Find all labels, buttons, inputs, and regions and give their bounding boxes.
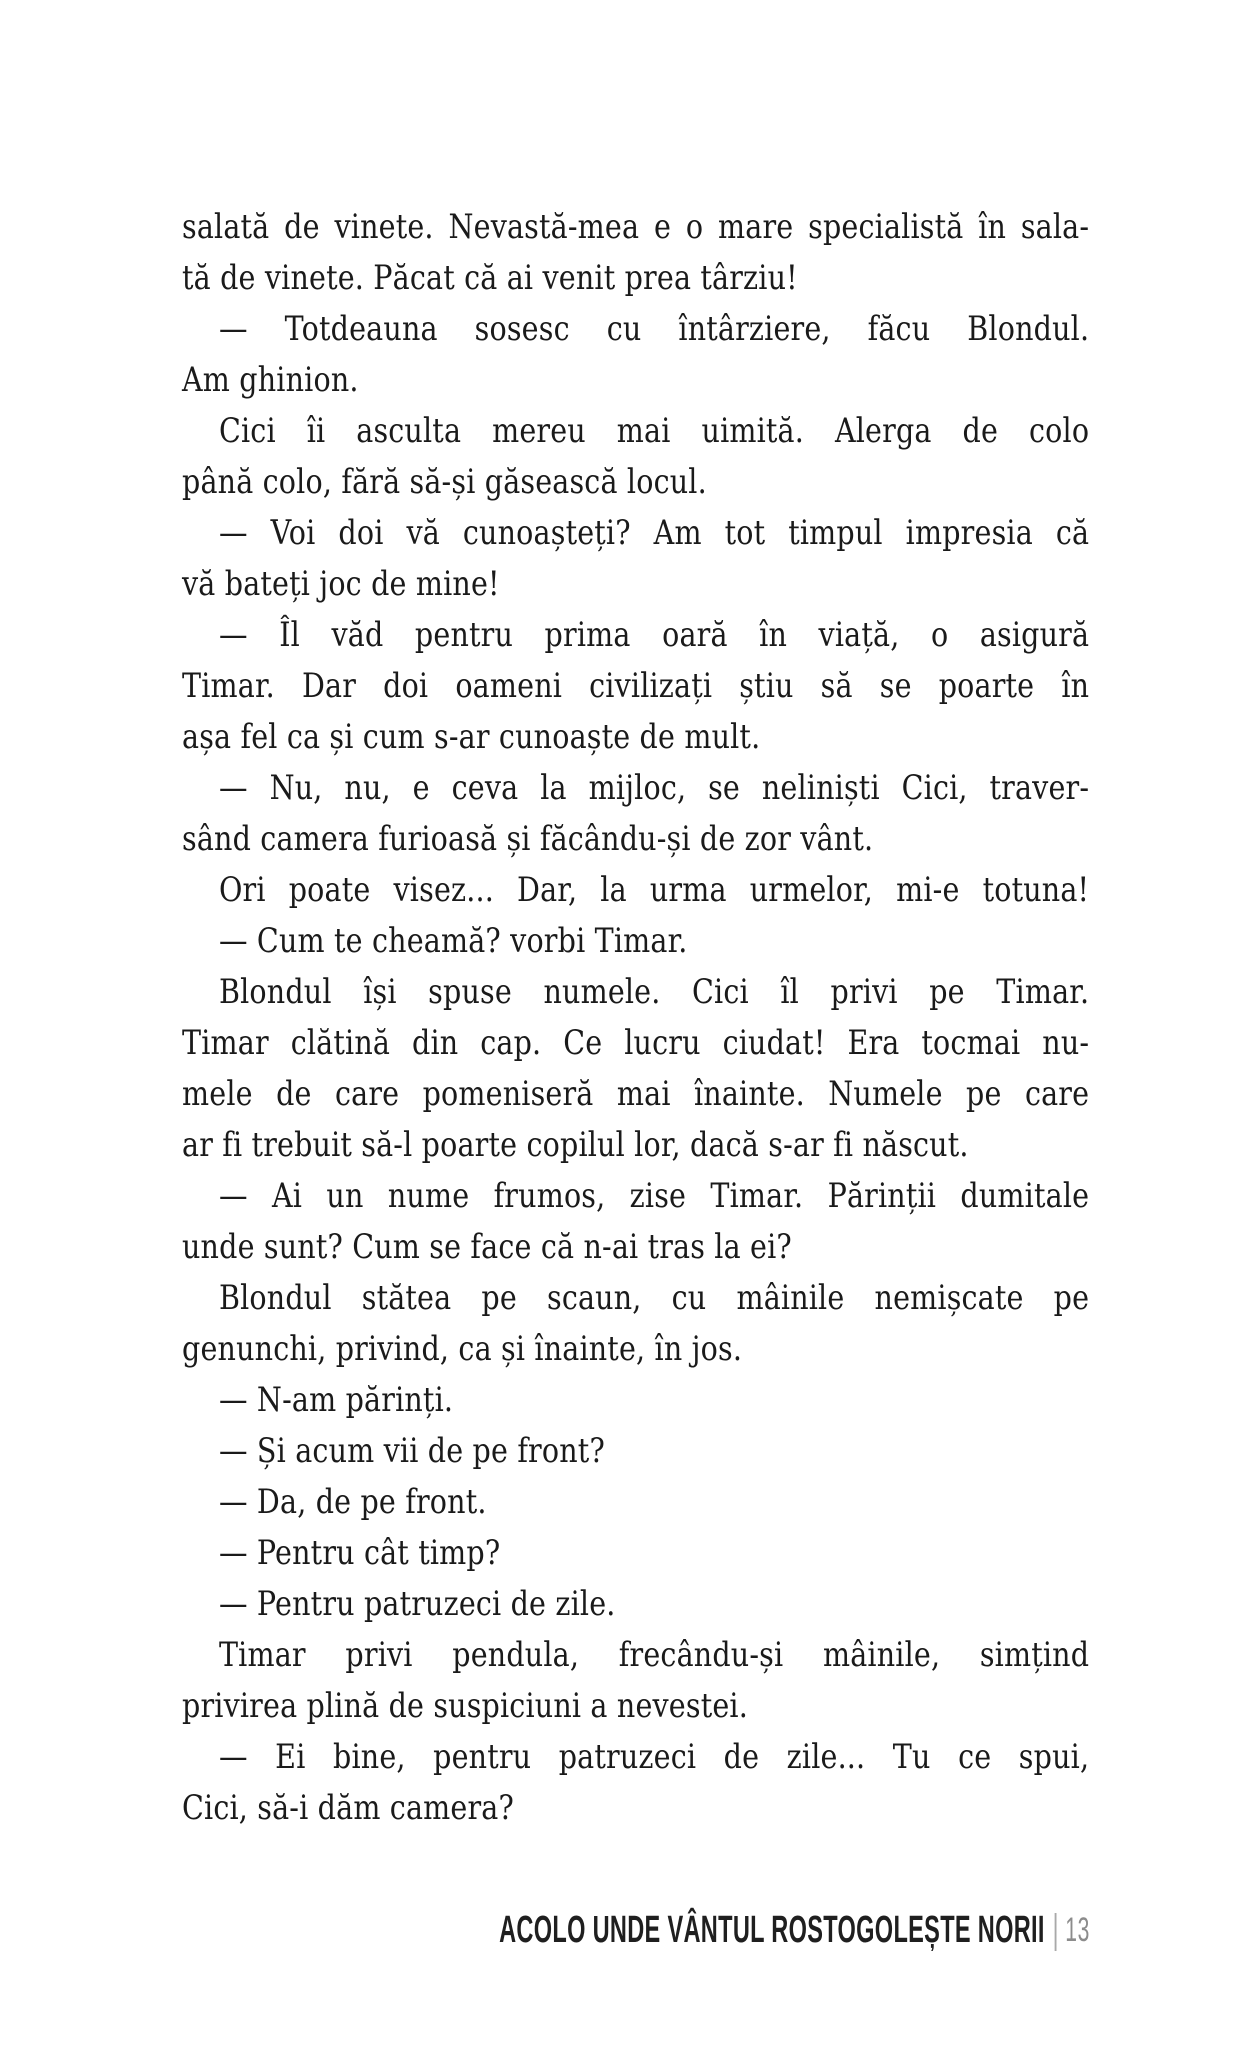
text-line: — Ai un nume frumos, zise Timar. Părinții dumitale [218, 1176, 1090, 1216]
text-line: Timar clătină din cap. Ce lucru ciudat! Era tocmai nu- [182, 1023, 1090, 1063]
text-line: — Totdeauna sosesc cu întârziere, făcu Blondul. [218, 309, 1090, 349]
text-line: Ori poate visez... Dar, la urma urmelor, mi-e totuna! [218, 870, 1090, 910]
footer-divider [1055, 1913, 1057, 1951]
text-line: salată de vinete. Nevastă-mea e o mare specialistă în sala- [182, 207, 1090, 247]
text-line: — Voi doi vă cunoașteți? Am tot timpul impresia că [218, 513, 1090, 553]
page-number: 13 [1065, 1910, 1090, 1949]
text-line: privirea plină de suspiciuni a nevestei. [182, 1686, 748, 1726]
text-line: — N-am părinți. [218, 1380, 454, 1420]
text-line: — Pentru patruzeci de zile. [218, 1584, 616, 1624]
text-line: vă bateți joc de mine! [182, 564, 500, 604]
text-line: tă de vinete. Păcat că ai venit prea târziu! [182, 258, 798, 298]
text-line: Blondul își spuse numele. Cici îl privi pe Timar. [218, 972, 1090, 1012]
text-line: — Ei bine, pentru patruzeci de zile... Tu ce spui, [218, 1737, 1090, 1777]
body-text [182, 202, 1089, 1834]
running-title: ACOLO UNDE VÂNTUL ROSTOGOLEȘTE NORII [499, 1908, 1045, 1951]
text-line: Timar privi pendula, frecându-și mâinile, simțind [218, 1635, 1090, 1675]
text-line: unde sunt? Cum se face că n-ai tras la ei? [182, 1227, 792, 1267]
text-line: — Da, de pe front. [218, 1482, 487, 1522]
text-line: — Pentru cât timp? [218, 1533, 501, 1573]
text-line: genunchi, privind, ca și înainte, în jos. [182, 1329, 743, 1369]
text-line: Cici îi asculta mereu mai uimită. Alerga de colo [218, 411, 1090, 451]
text-line: ar fi trebuit să-l poarte copilul lor, dacă s-ar fi născut. [182, 1125, 969, 1165]
text-line: — Cum te cheamă? vorbi Timar. [218, 921, 688, 961]
text-line: — Și acum vii de pe front? [218, 1431, 605, 1471]
text-line: Am ghinion. [182, 360, 359, 400]
text-line: mele de care pomeniseră mai înainte. Numele pe care [182, 1074, 1090, 1114]
text-line: sând camera furioasă și făcându-și de zor vânt. [182, 819, 874, 859]
text-line: Blondul stătea pe scaun, cu mâinile nemișcate pe [218, 1278, 1090, 1318]
text-line: până colo, fără să-și găsească locul. [182, 462, 707, 502]
text-line: așa fel ca și cum s-ar cunoaște de mult. [182, 717, 761, 757]
page-footer [499, 1908, 1090, 1952]
text-line: Timar. Dar doi oameni civilizați știu să se poarte în [182, 666, 1090, 706]
text-line: Cici, să-i dăm camera? [182, 1788, 514, 1828]
text-line: — Nu, nu, e ceva la mijloc, se neliniști Cici, traver- [218, 768, 1090, 808]
text-line: — Îl văd pentru prima oară în viață, o asigură [218, 615, 1090, 655]
